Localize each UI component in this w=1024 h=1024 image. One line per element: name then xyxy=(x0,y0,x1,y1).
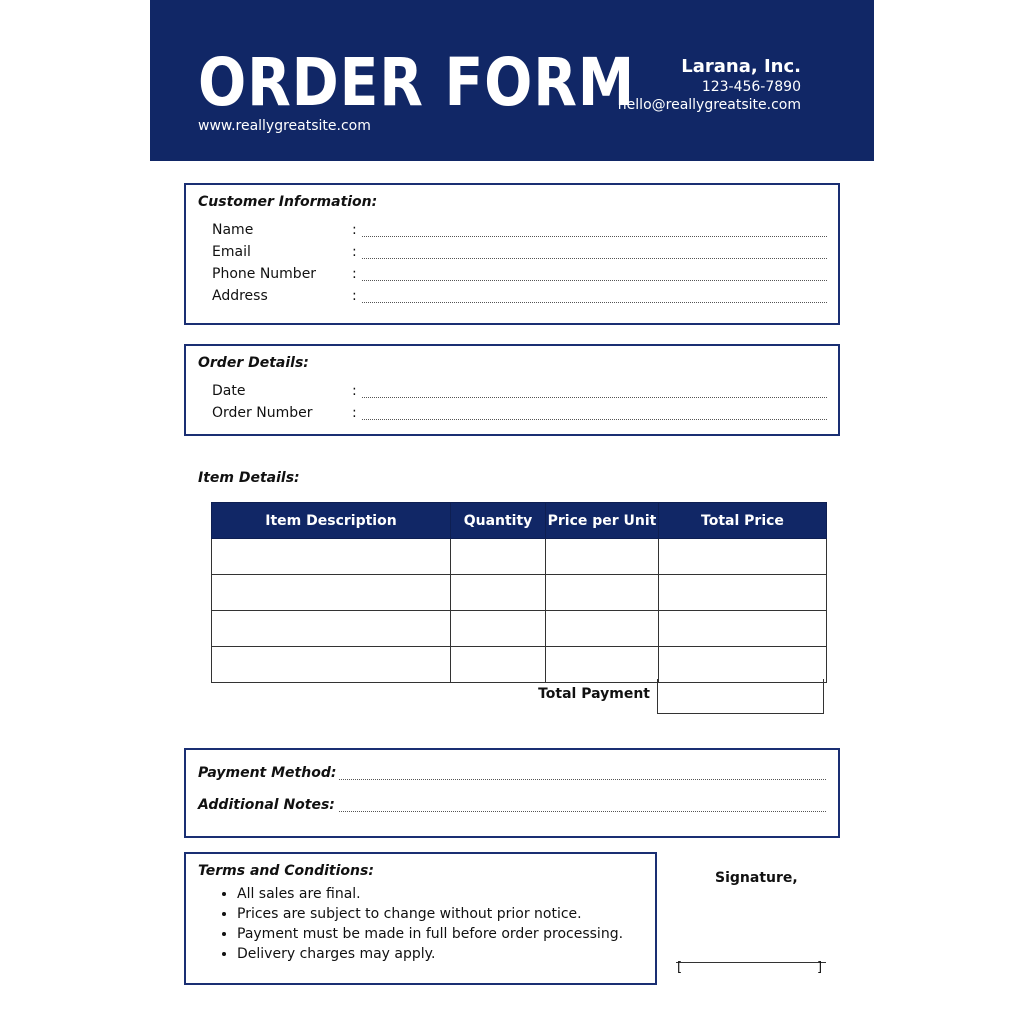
table-row xyxy=(212,647,827,683)
signature-bracket-close: ] xyxy=(817,960,823,975)
additional-notes-input-line[interactable] xyxy=(339,811,826,812)
order-details-box xyxy=(184,344,840,436)
field-colon: : xyxy=(352,288,357,304)
list-item: • Payment must be made in full before order processing. xyxy=(237,924,623,944)
column-header-total-price: Total Price xyxy=(659,503,827,539)
column-header-description: Item Description xyxy=(212,503,451,539)
payment-method-label: Payment Method: xyxy=(198,765,337,781)
form-title: ORDER FORM xyxy=(198,44,636,121)
order-number-input-line[interactable] xyxy=(362,419,827,420)
table-cell[interactable] xyxy=(659,647,827,683)
email-input-line[interactable] xyxy=(362,258,827,259)
additional-notes-field[interactable] xyxy=(198,797,828,817)
terms-box xyxy=(184,852,657,985)
list-item: • Delivery charges may apply. xyxy=(237,944,623,964)
table-row xyxy=(212,611,827,647)
table-cell[interactable] xyxy=(451,647,546,683)
name-input-line[interactable] xyxy=(362,236,827,237)
header-banner xyxy=(150,0,874,161)
table-cell[interactable] xyxy=(451,611,546,647)
field-label: Phone Number xyxy=(212,266,317,282)
payment-method-input-line[interactable] xyxy=(339,779,826,780)
total-payment-cell[interactable] xyxy=(657,679,824,714)
list-item: • All sales are final. xyxy=(237,884,623,904)
signature-line[interactable] xyxy=(676,962,826,963)
field-colon: : xyxy=(352,405,357,421)
table-cell[interactable] xyxy=(212,647,451,683)
field-colon: : xyxy=(352,383,357,399)
field-label: Email xyxy=(212,244,251,260)
column-header-quantity: Quantity xyxy=(451,503,546,539)
table-cell[interactable] xyxy=(451,539,546,575)
address-field[interactable] xyxy=(212,288,827,308)
field-label: Address xyxy=(212,288,268,304)
field-label: Name xyxy=(212,222,254,238)
items-table xyxy=(211,502,827,683)
email-field[interactable] xyxy=(212,244,827,264)
table-cell[interactable] xyxy=(546,647,659,683)
field-label: Date xyxy=(212,383,246,399)
company-name: Larana, Inc. xyxy=(681,56,801,77)
list-item: • Prices are subject to change without prior notice. xyxy=(237,904,623,924)
address-input-line[interactable] xyxy=(362,302,827,303)
table-cell[interactable] xyxy=(451,575,546,611)
table-cell[interactable] xyxy=(212,611,451,647)
customer-info-box xyxy=(184,183,840,325)
terms-title: Terms and Conditions: xyxy=(198,863,374,879)
signature-bracket-open: [ xyxy=(677,960,683,975)
website-link[interactable]: www.reallygreatsite.com xyxy=(198,118,371,134)
signature-label: Signature, xyxy=(715,870,798,886)
field-colon: : xyxy=(352,266,357,282)
table-cell[interactable] xyxy=(546,575,659,611)
item-details-title: Item Details: xyxy=(198,470,300,486)
name-field[interactable] xyxy=(212,222,827,242)
table-row xyxy=(212,539,827,575)
table-cell[interactable] xyxy=(212,575,451,611)
terms-list xyxy=(199,884,623,964)
field-colon: : xyxy=(352,244,357,260)
additional-notes-label: Additional Notes: xyxy=(198,797,335,813)
company-phone: 123-456-7890 xyxy=(701,79,801,95)
items-header-row xyxy=(212,503,827,539)
company-email[interactable]: hello@reallygreatsite.com xyxy=(617,97,801,113)
date-field[interactable] xyxy=(212,383,827,403)
table-cell[interactable] xyxy=(659,575,827,611)
table-cell[interactable] xyxy=(659,611,827,647)
date-input-line[interactable] xyxy=(362,397,827,398)
table-row xyxy=(212,575,827,611)
payment-box xyxy=(184,748,840,838)
phone-input-line[interactable] xyxy=(362,280,827,281)
customer-info-title: Customer Information: xyxy=(198,194,378,210)
order-details-title: Order Details: xyxy=(198,355,309,371)
table-cell[interactable] xyxy=(546,611,659,647)
total-payment-label: Total Payment xyxy=(538,686,650,702)
payment-method-field[interactable] xyxy=(198,765,828,785)
column-header-price-per-unit: Price per Unit xyxy=(546,503,659,539)
table-cell[interactable] xyxy=(659,539,827,575)
company-info xyxy=(618,56,801,114)
order-form-page xyxy=(150,0,874,1024)
order-number-field[interactable] xyxy=(212,405,827,425)
table-cell[interactable] xyxy=(546,539,659,575)
field-colon: : xyxy=(352,222,357,238)
field-label: Order Number xyxy=(212,405,313,421)
table-cell[interactable] xyxy=(212,539,451,575)
phone-field[interactable] xyxy=(212,266,827,286)
